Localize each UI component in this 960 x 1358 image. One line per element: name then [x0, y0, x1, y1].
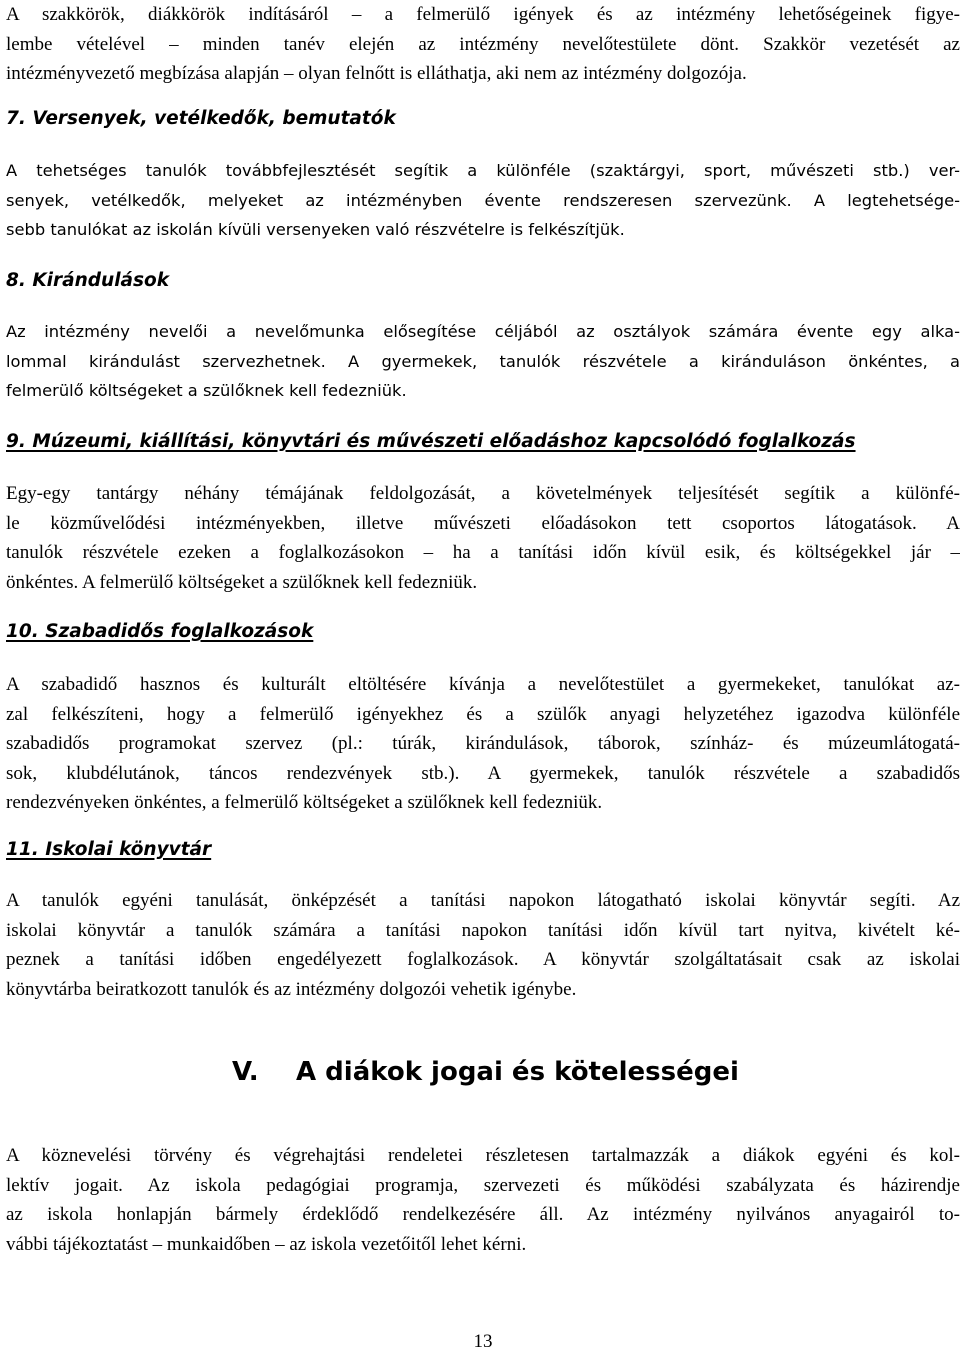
text-line: lommal kirándulást szervezhetnek. A gyermekek, tanulók részvétele a kiránduláson önkéntes, a	[6, 351, 960, 371]
section-8-paragraph	[6, 317, 960, 406]
text-line: peznek a tanítási időben engedélyezett foglalkozások. A könyvtár szolgáltatásait csak az iskolai	[6, 949, 960, 970]
text-line: A szabadidő hasznos és kulturált eltöltésére kívánja a nevelőtestület a gyermekeket, tanulókat az-	[6, 674, 960, 695]
text-line: Az intézmény nevelői a nevelőmunka elősegítése céljából az osztályok számára évente egy alka-	[6, 322, 960, 341]
text-line: le közművelődési intézményekben, illetve művészeti előadásokon tett csoportos látogatások. A	[6, 512, 960, 534]
text-line: Egy-egy tantárgy néhány témájának feldolgozását, a követelmények teljesítését segítik a különfé-	[6, 483, 960, 504]
text-line: A szakkörök, diákkörök indításáról – a felmerülő igények és az intézmény lehetőségeinek figye-	[6, 4, 960, 25]
section-heading-9: 9. Múzeumi, kiállítási, könyvtári és művészeti előadáshoz kapcsolódó foglalkozás	[6, 431, 856, 452]
text-line: sok, klubdélutánok, táncos rendezvények stb.). A gyermekek, tanulók részvétele a szabadidős	[6, 762, 960, 784]
text-line: senyek, vetélkedők, melyeket az intézményben évente rendszeresen szervezünk. A legtehetsége-	[6, 190, 960, 210]
text-line: sebb tanulókat az iskolán kívüli versenyeken való részvételre is felkészítjük.	[6, 220, 625, 239]
text-line: intézményvezető megbízása alapján – olyan felnőtt is elláthatja, aki nem az intézmény dolgozója.	[6, 63, 747, 84]
text-line: rendezvényeken önkéntes, a felmerülő költségeket a szülőknek kell fedezniük.	[6, 792, 603, 813]
chapter-number: V.	[232, 1057, 259, 1087]
section-heading-8: 8. Kirándulások	[6, 270, 170, 291]
section-10-paragraph	[6, 670, 960, 818]
text-line: felmerülő költségeket a szülőknek kell fedezniük.	[6, 381, 407, 400]
page-number: 13	[473, 1331, 493, 1352]
text-line: önkéntes. A felmerülő költségeket a szülőknek kell fedezniük.	[6, 571, 478, 593]
text-line: könyvtárba beiratkozott tanulók és az intézmény dolgozói vehetik igénybe.	[6, 978, 577, 1000]
section-9-paragraph	[6, 479, 960, 597]
section-heading-7: 7. Versenyek, vetélkedők, bemutatók	[6, 108, 396, 129]
text-line: A tanulók egyéni tanulását, önképzését a tanítási napokon látogatható iskolai könyvtár segíti. Az	[6, 890, 960, 911]
chapter-title: A diákok jogai és kötelességei	[296, 1057, 739, 1087]
text-line: szabadidős programokat szervez (pl.: túrák, kirándulások, táborok, színház- és múzeumlátogatá-	[6, 733, 960, 754]
text-line: A köznevelési törvény és végrehajtási rendeletei részletesen tartalmazzák a diákok egyéni és kol-	[6, 1145, 960, 1166]
text-line: lektív jogait. Az iskola pedagógiai programja, szervezeti és működési szabályzata és házirendje	[6, 1174, 960, 1196]
section-heading-11: 11. Iskolai könyvtár	[6, 839, 212, 860]
text-line: az iskola honlapján bármely érdeklődő rendelkezésére áll. Az intézmény nyilvános anyagairól to-	[6, 1204, 960, 1225]
text-line: vábbi tájékoztatást – munkaidőben – az iskola vezetőitől lehet kérni.	[6, 1233, 527, 1255]
section-11-paragraph	[6, 886, 960, 1004]
section-7-paragraph	[6, 156, 960, 245]
text-line: iskolai könyvtár a tanulók számára a tanítási napokon tanítási időn kívül tart nyitva, kivételt ké-	[6, 919, 960, 941]
text-line: lembe vételével – minden tanév elején az intézmény nevelőtestülete dönt. Szakkör vezetését az	[6, 33, 960, 55]
text-line: tanulók részvétele ezeken a foglalkozásokon – ha a tanítási időn kívül esik, és költségekkel jár –	[6, 542, 960, 563]
text-line: zal felkészíteni, hogy a felmerülő igényekhez és a szülők anyagi helyzetéhez igazodva különféle	[6, 703, 960, 725]
text-line: A tehetséges tanulók továbbfejlesztését segítik a különféle (szaktárgyi, sport, művészeti stb.) ver-	[6, 161, 960, 180]
section-heading-10: 10. Szabadidős foglalkozások	[6, 621, 314, 642]
chapter-paragraph	[6, 1141, 960, 1259]
chapter-heading	[232, 1052, 739, 1092]
intro-paragraph	[6, 0, 960, 89]
